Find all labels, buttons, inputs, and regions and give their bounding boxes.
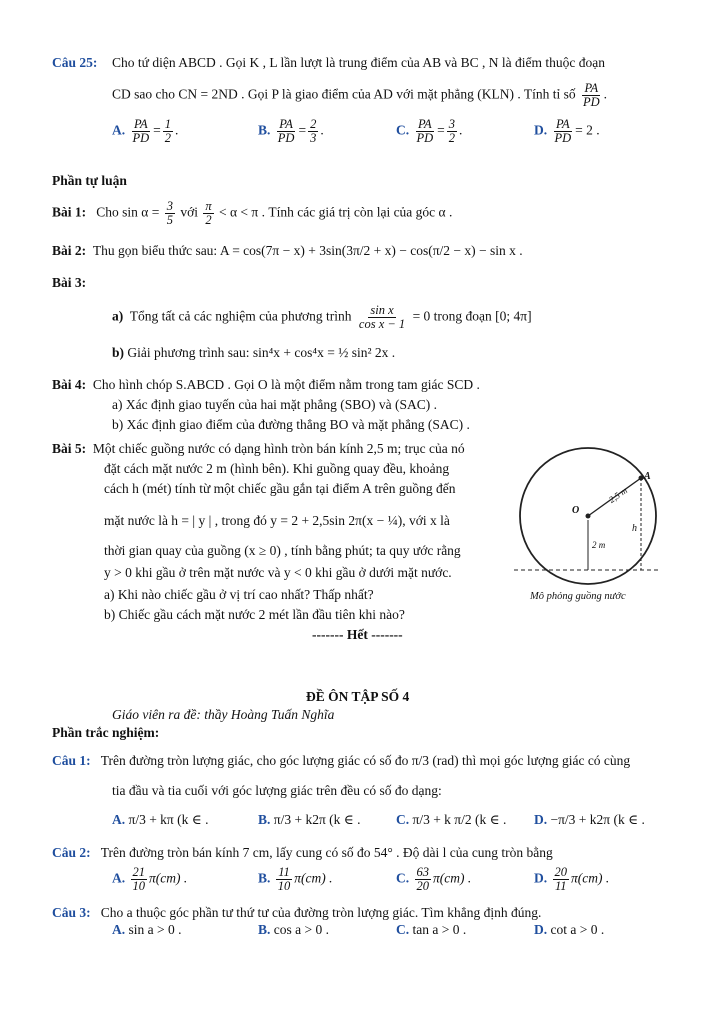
bai2: Bài 2: Thu gọn biểu thức sau: A = cos(7π − x) + 3sin(3π/2 + x) − cos(π/2 − x) − sin x . <box>52 243 523 258</box>
end-marker: ------- Hết ------- <box>312 627 403 642</box>
bai4-a: a) Xác định giao tuyến của hai mặt phẳng (SBO) và (SAC) . <box>112 397 438 412</box>
bai5-line4: mặt nước là h = | y | , trong đó y = 2 + 2,5sin 2π(x − ¼), với x là <box>104 513 450 528</box>
q25-line1: Cho tứ diện ABCD . Gọi K , L lần lượt là trung điểm của AB và BC , N là điểm thuộc đoạn <box>112 55 605 70</box>
bai1: Bài 1: Cho sin α = $\frac{3}{5}$ với $\frac{\pi}{2}$ < α < π . Tính các giá trị còn lại của góc α . <box>52 199 453 227</box>
q25-option-b[interactable]: B. $\frac{PA}{PD}$ = $\frac{2}{3}$ . <box>258 117 324 145</box>
q25-ratio: $\frac{PA}{PD}$ <box>582 81 600 109</box>
point-a-label: A <box>644 471 651 482</box>
bai4-b: b) Xác định giao điểm của đường thẳng BO và mặt phẳng (SAC) . <box>112 417 470 432</box>
mcq-heading: Phần trắc nghiệm: <box>52 725 160 740</box>
height-label: 2 m <box>592 540 606 550</box>
c1-option-d[interactable]: D. −π/3 + k2π (k ∈ . <box>534 812 645 827</box>
bai5-b: b) Chiếc gầu cách mặt nước 2 mét lần đầu tiên khi nào? <box>104 607 405 622</box>
radius-label: 2,5 m <box>606 485 630 505</box>
figure-caption: Mô phỏng guồng nước <box>530 591 626 602</box>
bai3-b: b) Giải phương trình sau: sin⁴x + cos⁴x = ½ sin² 2x . <box>112 345 396 360</box>
c3-option-c[interactable]: C. tan a > 0 . <box>396 922 467 937</box>
essay-heading: Phần tự luận <box>52 173 127 188</box>
q25-option-c[interactable]: C. $\frac{PA}{PD}$ = $\frac{3}{2}$ . <box>396 117 463 145</box>
c3-option-b[interactable]: B. cos a > 0 . <box>258 922 329 937</box>
center-label: O <box>572 505 580 516</box>
q25-option-a[interactable]: A. $\frac{PA}{PD}$ = $\frac{1}{2}$ . <box>112 117 179 145</box>
c1-option-a[interactable]: A. π/3 + kπ (k ∈ . <box>112 812 209 827</box>
water-wheel-figure <box>510 440 660 615</box>
c3-option-d[interactable]: D. cot a > 0 . <box>534 922 605 937</box>
c2-option-d[interactable]: D. $\frac{20}{11}$ π(cm) . <box>534 865 610 893</box>
q25-line2: CD sao cho CN = 2ND . Gọi P là giao điểm của AD với mặt phẳng (KLN) . Tính tỉ số $\frac{PA}{PD}$ . <box>112 81 607 109</box>
q25-option-d[interactable]: D. $\frac{PA}{PD}$ = 2 . <box>534 117 600 145</box>
c2-option-c[interactable]: C. $\frac{63}{20}$ π(cm) . <box>396 865 472 893</box>
c2-option-b[interactable]: B. $\frac{11}{10}$ π(cm) . <box>258 865 333 893</box>
bai3-label: Bài 3: <box>52 275 87 290</box>
bai5-line2: đặt cách mặt nước 2 m (hình bên). Khi guồng quay đều, khoảng <box>104 461 450 476</box>
c1-line2: tia đầu và tia cuối với góc lượng giác trên đều có số đo dạng: <box>112 783 442 798</box>
c1-option-b[interactable]: B. π/3 + k2π (k ∈ . <box>258 812 361 827</box>
teacher-line: Giáo viên ra đề: thầy Hoàng Tuấn Nghĩa <box>112 707 335 722</box>
exam-title: ĐỀ ÔN TẬP SỐ 4 <box>306 689 410 704</box>
bai4: Bài 4: Cho hình chóp S.ABCD . Gọi O là một điểm nằm trong tam giác SCD . <box>52 377 480 392</box>
c1-option-c[interactable]: C. π/3 + k π/2 (k ∈ . <box>396 812 507 827</box>
q25-label: Câu 25: <box>52 55 98 70</box>
c2-stem: Câu 2: Trên đường tròn bán kính 7 cm, lấy cung có số đo 54° . Độ dài l của cung tròn bằng <box>52 845 553 860</box>
bai5-line1: Bài 5: Một chiếc guồng nước có dạng hình tròn bán kính 2,5 m; trục của nó <box>52 441 465 456</box>
c3-option-a[interactable]: A. sin a > 0 . <box>112 922 182 937</box>
c2-option-a[interactable]: A. $\frac{21}{10}$ π(cm) . <box>112 865 188 893</box>
bai3-a: a) Tổng tất cả các nghiệm của phương trình $\frac{\text{sin x}}{\text{cos x − 1}}$ = 0 trong đoạn [0; 4π] <box>112 303 532 331</box>
bai5-line3: cách h (mét) tính từ một chiếc gầu gắn tại điểm A trên guồng đến <box>104 481 456 496</box>
c1-line1: Câu 1: Trên đường tròn lượng giác, cho góc lượng giác có số đo π/3 (rad) thì mọi góc lượng giác có cùng <box>52 753 631 768</box>
bai5-line6: y > 0 khi gầu ở trên mặt nước và y < 0 khi gầu ở dưới mặt nước. <box>104 565 452 580</box>
c3-stem: Câu 3: Cho a thuộc góc phần tư thứ tư của đường tròn lượng giác. Tìm khẳng định đúng. <box>52 905 542 920</box>
h-label: h <box>632 523 637 534</box>
bai5-line5: thời gian quay của guồng (x ≥ 0) , tính bằng phút; ta quy ước rằng <box>104 543 461 558</box>
bai5-a: a) Khi nào chiếc gầu ở vị trí cao nhất? Thấp nhất? <box>104 587 374 602</box>
